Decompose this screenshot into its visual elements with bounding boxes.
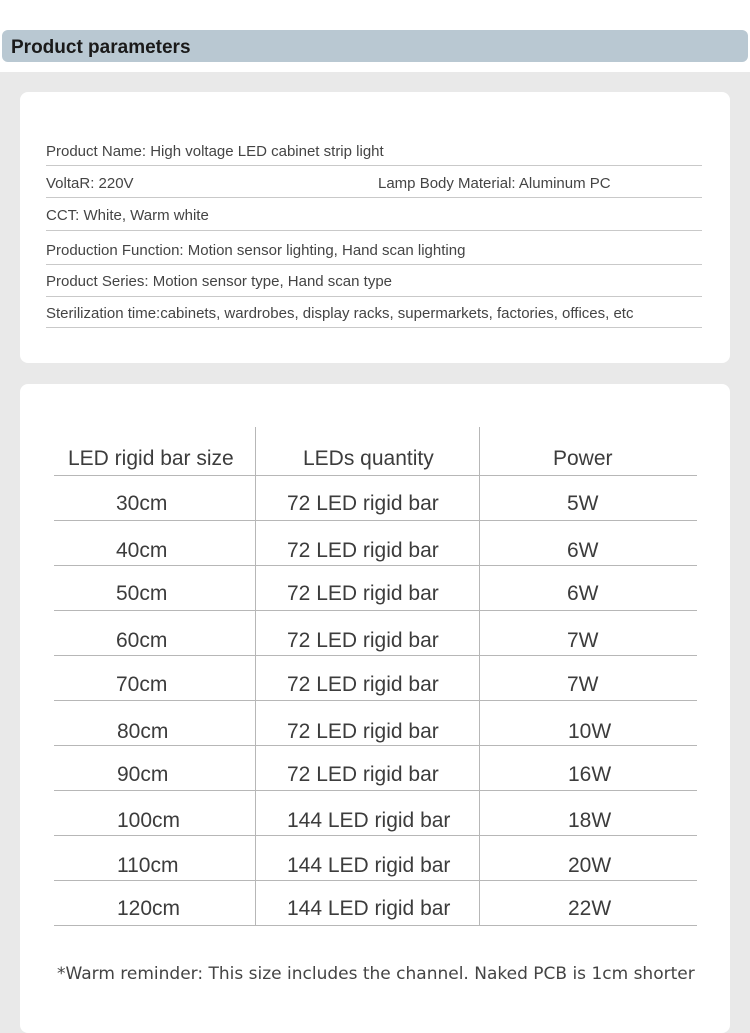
cell-quantity: 72 LED rigid bar <box>287 582 439 605</box>
cell-size: 120cm <box>117 897 181 920</box>
table-rule <box>54 565 697 566</box>
cell-quantity: 72 LED rigid bar <box>287 629 439 652</box>
table-rule <box>54 610 697 611</box>
cell-size: 90cm <box>117 763 169 786</box>
divider <box>46 197 702 198</box>
cell-quantity: 72 LED rigid bar <box>287 720 439 743</box>
cell-quantity: 144 LED rigid bar <box>287 897 451 920</box>
param-function: Production Function: Motion sensor lighting, Hand scan lighting <box>46 242 466 259</box>
param-voltage: VoltaR: 220V <box>46 175 134 192</box>
cell-power: 5W <box>567 492 599 515</box>
table-rule <box>54 655 697 656</box>
cell-quantity: 72 LED rigid bar <box>287 539 439 562</box>
cell-quantity: 72 LED rigid bar <box>287 763 439 786</box>
cell-power: 7W <box>567 673 599 696</box>
table-rule <box>54 880 697 881</box>
cell-size: 110cm <box>117 854 179 877</box>
cell-quantity: 144 LED rigid bar <box>287 854 451 877</box>
param-cct: CCT: White, Warm white <box>46 207 209 224</box>
divider <box>46 230 702 231</box>
table-rule <box>54 925 697 926</box>
cell-power: 6W <box>567 539 599 562</box>
divider <box>46 296 702 297</box>
cell-size: 100cm <box>117 809 181 832</box>
cell-size: 70cm <box>116 673 168 696</box>
column-header-quantity: LEDs quantity <box>303 447 434 470</box>
cell-power: 7W <box>567 629 599 652</box>
cell-power: 16W <box>568 763 612 786</box>
cell-power: 6W <box>567 582 599 605</box>
param-product-name: Product Name: High voltage LED cabinet strip light <box>46 143 384 160</box>
cell-quantity: 72 LED rigid bar <box>287 673 439 696</box>
warm-reminder-note: *Warm reminder: This size includes the channel. Naked PCB is 1cm shorter <box>57 964 695 984</box>
table-rule <box>54 700 697 701</box>
cell-size: 60cm <box>116 629 168 652</box>
column-divider <box>479 427 480 925</box>
table-rule <box>54 790 697 791</box>
table-rule <box>54 835 697 836</box>
column-header-size: LED rigid bar size <box>68 447 234 470</box>
cell-size: 30cm <box>116 492 168 515</box>
cell-power: 20W <box>568 854 612 877</box>
divider <box>46 165 702 166</box>
table-rule <box>54 475 697 476</box>
divider <box>46 327 702 328</box>
column-header-power: Power <box>553 447 613 470</box>
cell-power: 10W <box>568 720 612 743</box>
table-rule <box>54 520 697 521</box>
cell-power: 22W <box>568 897 612 920</box>
param-series: Product Series: Motion sensor type, Hand scan type <box>46 273 393 290</box>
param-lamp-body: Lamp Body Material: Aluminum PC <box>378 175 611 192</box>
section-header <box>2 30 748 62</box>
parameters-card <box>20 92 730 363</box>
cell-size: 50cm <box>116 582 168 605</box>
column-divider <box>255 427 256 925</box>
cell-power: 18W <box>568 809 612 832</box>
cell-quantity: 72 LED rigid bar <box>287 492 439 515</box>
cell-size: 40cm <box>116 539 168 562</box>
param-sterilization: Sterilization time:cabinets, wardrobes, display racks, supermarkets, factories, offices, etc <box>46 305 634 322</box>
cell-size: 80cm <box>117 720 169 743</box>
size-table-card <box>20 384 730 1033</box>
divider <box>46 264 702 265</box>
table-rule <box>54 745 697 746</box>
cell-quantity: 144 LED rigid bar <box>287 809 451 832</box>
section-title: Product parameters <box>11 37 191 58</box>
